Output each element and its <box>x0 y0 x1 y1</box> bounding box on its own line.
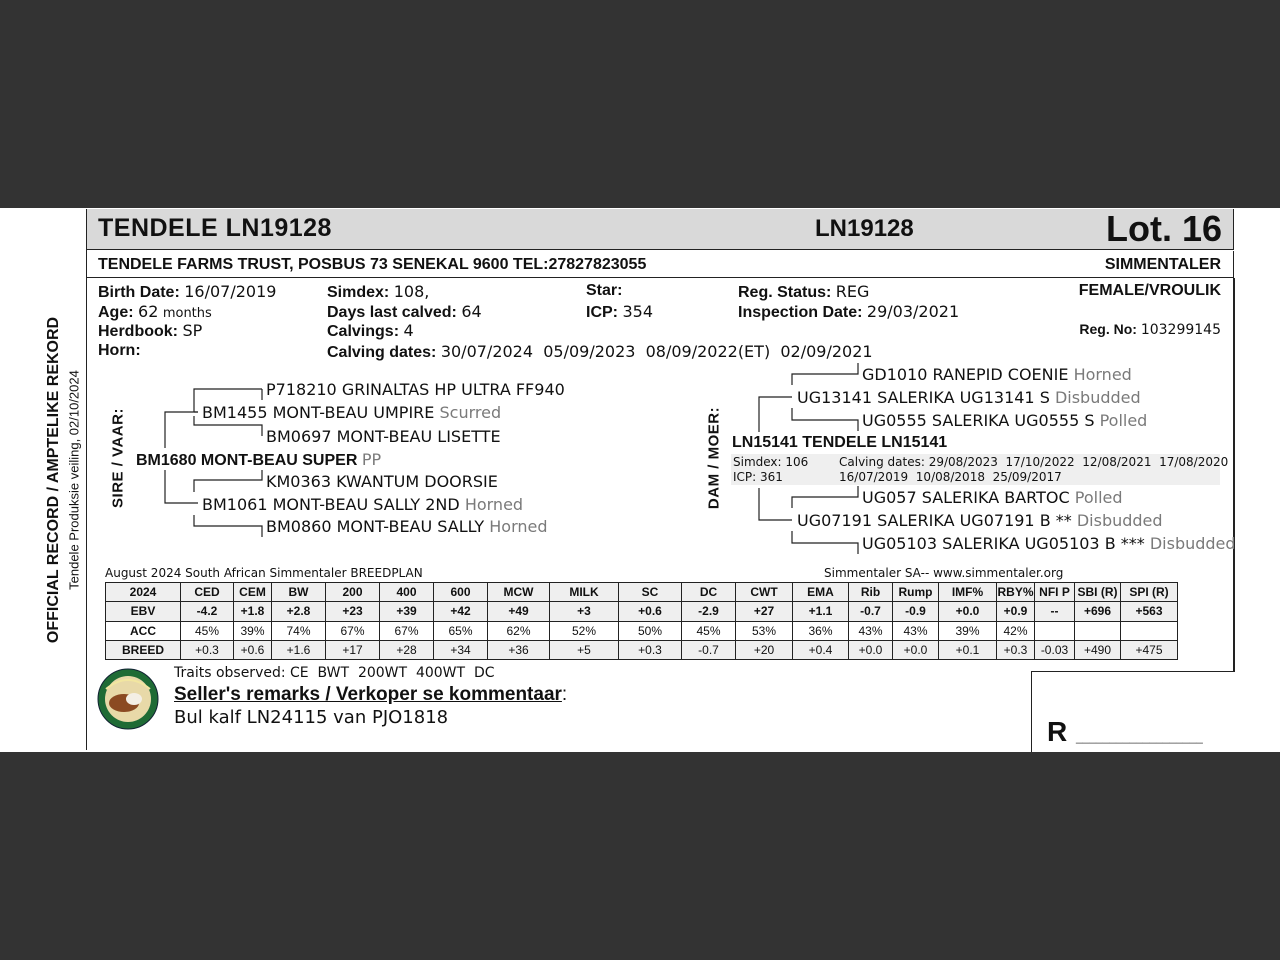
breedplan-cell: CEM <box>234 583 272 602</box>
horn-label: Horn: <box>98 342 141 359</box>
breedplan-header-row <box>106 583 1178 602</box>
dam-dam: UG07191 SALERIKA UG07191 B ** Disbudded <box>797 511 1163 530</box>
reg-status-row: Reg. Status: REG <box>738 282 870 301</box>
sire-sire-dam: BM0697 MONT-BEAU LISETTE <box>266 427 501 446</box>
dam-sire: UG13141 SALERIKA UG13141 S Disbudded <box>797 388 1141 407</box>
breedplan-cell: +1.1 <box>793 602 849 621</box>
sex-label: FEMALE/VROULIK <box>1078 282 1221 299</box>
dam-dam-sire: UG057 SALERIKA BARTOC Polled <box>862 488 1123 507</box>
simmentaler-logo <box>96 667 160 731</box>
breedplan-cell: 200 <box>326 583 380 602</box>
breedplan-cell: -- <box>1035 602 1075 621</box>
official-record-label: OFFICIAL RECORD / AMPTELIKE REKORD <box>45 316 62 644</box>
calvings-row: Calvings: 4 <box>327 321 414 340</box>
breedplan-cell: 42% <box>997 621 1035 640</box>
breedplan-cell: 53% <box>736 621 793 640</box>
breedplan-cell: 39% <box>234 621 272 640</box>
dam-icp: ICP: 361 <box>733 470 783 484</box>
breedplan-cell: ACC <box>106 621 181 640</box>
breedplan-cell: DC <box>682 583 736 602</box>
breedplan-cell: 67% <box>380 621 434 640</box>
breedplan-cell: +42 <box>434 602 488 621</box>
breedplan-cell: SBI (R) <box>1075 583 1121 602</box>
breedplan-cell: +1.8 <box>234 602 272 621</box>
breedplan-cell: +0.3 <box>997 640 1035 659</box>
breedplan-cell: 62% <box>488 621 550 640</box>
sire-sire-sire: P718210 GRINALTAS HP ULTRA FF940 <box>266 380 565 399</box>
breedplan-cell: EBV <box>106 602 181 621</box>
breedplan-cell: +36 <box>488 640 550 659</box>
breedplan-cell: +0.4 <box>793 640 849 659</box>
breedplan-cell: RBY% <box>997 583 1035 602</box>
dam-simdex: Simdex: 106 <box>733 455 809 469</box>
breedplan-cell: IMF% <box>939 583 997 602</box>
breedplan-cell: +23 <box>326 602 380 621</box>
breedplan-cell: 2024 <box>106 583 181 602</box>
breedplan-cell: CED <box>181 583 234 602</box>
breedplan-cell: BW <box>272 583 326 602</box>
dam-name: LN15141 TENDELE LN15141 <box>732 434 948 451</box>
breedplan-cell: SC <box>619 583 682 602</box>
dam-dam-dam: UG05103 SALERIKA UG05103 B *** Disbudded <box>862 534 1236 553</box>
breedplan-table <box>105 582 1178 660</box>
breedplan-cell: 43% <box>893 621 939 640</box>
breedplan-cell: +0.6 <box>619 602 682 621</box>
breedplan-ebv-row <box>106 602 1178 621</box>
breedplan-cell: +563 <box>1121 602 1178 621</box>
breedplan-cell: 45% <box>181 621 234 640</box>
breedplan-cell: 67% <box>326 621 380 640</box>
breedplan-cell: -2.9 <box>682 602 736 621</box>
breedplan-cell: 43% <box>849 621 893 640</box>
breedplan-cell: Rib <box>849 583 893 602</box>
breedplan-cell: 65% <box>434 621 488 640</box>
breedplan-cell: +0.0 <box>849 640 893 659</box>
dam-sire-dam: UG0555 SALERIKA UG0555 S Polled <box>862 411 1148 430</box>
breedplan-acc-row <box>106 621 1178 640</box>
breedplan-cell: +0.3 <box>619 640 682 659</box>
sire-sire: BM1455 MONT-BEAU UMPIRE Scurred <box>202 403 502 422</box>
breedplan-cell: -0.7 <box>682 640 736 659</box>
sire-dam-dam: BM0860 MONT-BEAU SALLY Horned <box>266 517 548 536</box>
simdex-row: Simdex: 108, <box>327 282 430 301</box>
inspection-row: Inspection Date: 29/03/2021 <box>738 302 960 321</box>
breedplan-cell: Rump <box>893 583 939 602</box>
breedplan-cell: BREED <box>106 640 181 659</box>
breedplan-cell: -4.2 <box>181 602 234 621</box>
breedplan-cell: +0.9 <box>997 602 1035 621</box>
breedplan-cell: +39 <box>380 602 434 621</box>
remarks-text: Bul kalf LN24115 van PJO1818 <box>174 707 449 728</box>
breedplan-cell: +34 <box>434 640 488 659</box>
breedplan-cell: -0.9 <box>893 602 939 621</box>
breedplan-cell: CWT <box>736 583 793 602</box>
sire-name: BM1680 MONT-BEAU SUPER PP <box>136 450 382 469</box>
reg-no-row: Reg. No: 103299145 <box>1079 321 1221 338</box>
breedplan-cell: MCW <box>488 583 550 602</box>
breedplan-cell: +696 <box>1075 602 1121 621</box>
days-calved-row: Days last calved: 64 <box>327 302 482 321</box>
sire-dam-sire: KM0363 KWANTUM DOORSIE <box>266 472 498 491</box>
breedplan-cell: +0.0 <box>939 602 997 621</box>
breedplan-cell <box>1035 621 1075 640</box>
breedplan-cell: +3 <box>550 602 619 621</box>
breedplan-cell: EMA <box>793 583 849 602</box>
breed-label: SIMMENTALER <box>1104 256 1221 273</box>
owner-address: TENDELE FARMS TRUST, POSBUS 73 SENEKAL 9600 TEL:27827823055 <box>98 256 647 273</box>
breedplan-cell <box>1075 621 1121 640</box>
sire-dam: BM1061 MONT-BEAU SALLY 2ND Horned <box>202 495 524 514</box>
herdbook-row: Herdbook: SP <box>98 321 203 340</box>
breedplan-cell: +2.8 <box>272 602 326 621</box>
breedplan-cell: +27 <box>736 602 793 621</box>
breedplan-cell: MILK <box>550 583 619 602</box>
lot-number: Lot. 16 <box>1105 208 1222 249</box>
breedplan-cell: -0.7 <box>849 602 893 621</box>
calving-dates-row: Calving dates: 30/07/2024 05/09/2023 08/09/2022(ET) 02/09/2021 <box>327 342 873 361</box>
traits-observed: Traits observed: CE BWT 200WT 400WT DC <box>174 665 495 681</box>
animal-name: TENDELE LN19128 <box>98 214 332 242</box>
breedplan-cell: 52% <box>550 621 619 640</box>
breedplan-cell: +490 <box>1075 640 1121 659</box>
breedplan-cell: SPI (R) <box>1121 583 1178 602</box>
sire-label: SIRE / VAAR: <box>109 408 127 508</box>
breedplan-breed-row <box>106 640 1178 659</box>
breedplan-cell: +0.0 <box>893 640 939 659</box>
breedplan-cell: 600 <box>434 583 488 602</box>
remarks-title: Seller's remarks / Verkoper se kommentaar: <box>174 684 568 705</box>
breedplan-cell: 400 <box>380 583 434 602</box>
breedplan-cell: -0.03 <box>1035 640 1075 659</box>
breedplan-cell: +28 <box>380 640 434 659</box>
breedplan-cell: 39% <box>939 621 997 640</box>
sale-label: Tendele Produksie veiling, 02/10/2024 <box>66 370 82 590</box>
breedplan-cell: +0.3 <box>181 640 234 659</box>
breedplan-cell: +5 <box>550 640 619 659</box>
price-symbol: R <box>1047 716 1068 747</box>
breedplan-cell: +49 <box>488 602 550 621</box>
birth-date-row: Birth Date: 16/07/2019 <box>98 282 277 301</box>
breedplan-cell: +1.6 <box>272 640 326 659</box>
breedplan-cell: 50% <box>619 621 682 640</box>
animal-id: LN19128 <box>815 215 914 242</box>
age-row: Age: 62 months <box>98 302 212 321</box>
breedplan-cell: +17 <box>326 640 380 659</box>
simmentaler-website: Simmentaler SA-- www.simmentaler.org <box>824 566 1064 580</box>
breedplan-caption: August 2024 South African Simmentaler BREEDPLAN <box>105 566 423 580</box>
breedplan-cell: +0.1 <box>939 640 997 659</box>
dam-calving-dates-2: 16/07/2019 10/08/2018 25/09/2017 <box>839 470 1062 484</box>
star-label: Star: <box>586 282 623 299</box>
dam-calving-dates-1: Calving dates: 29/08/2023 17/10/2022 12/08/2021 17/08/2020 <box>839 455 1229 469</box>
price-line[interactable]: ___________________ <box>1076 730 1203 744</box>
dam-sire-sire: GD1010 RANEPID COENIE Horned <box>862 365 1132 384</box>
dam-label: DAM / MOER: <box>705 406 723 510</box>
breedplan-cell: NFI P <box>1035 583 1075 602</box>
breedplan-cell: +475 <box>1121 640 1178 659</box>
breedplan-cell: +0.6 <box>234 640 272 659</box>
breedplan-cell <box>1121 621 1178 640</box>
breedplan-cell: +20 <box>736 640 793 659</box>
breedplan-cell: 74% <box>272 621 326 640</box>
icp-row: ICP: 354 <box>586 302 653 321</box>
breedplan-cell: 36% <box>793 621 849 640</box>
breedplan-cell: 45% <box>682 621 736 640</box>
